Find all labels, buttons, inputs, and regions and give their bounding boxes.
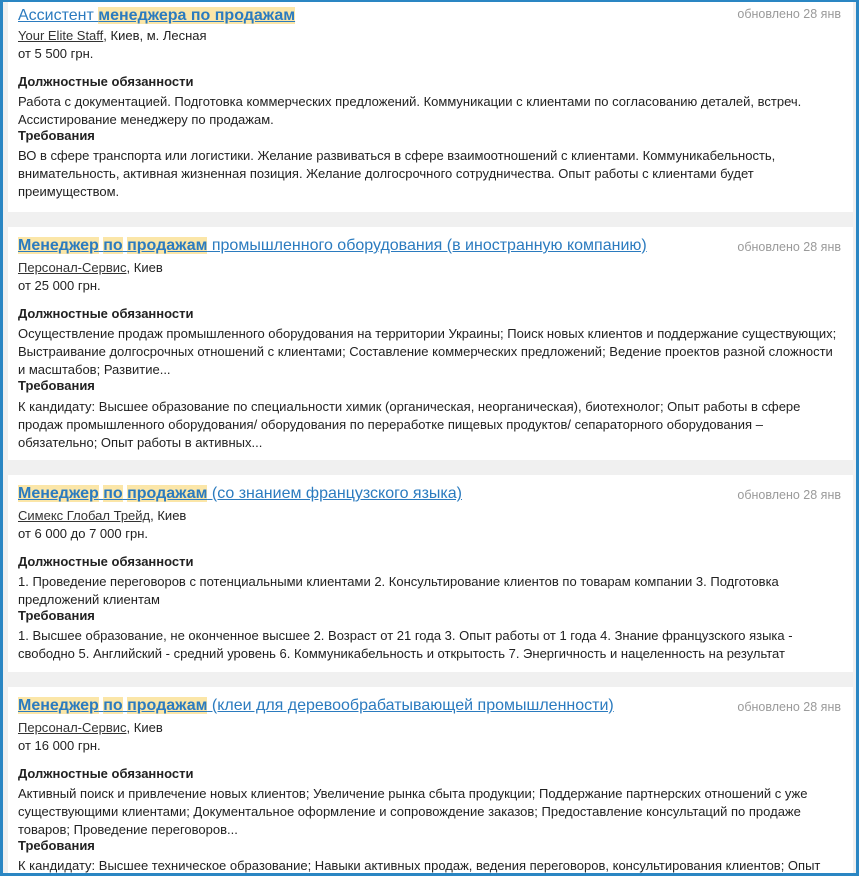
title-part-highlight: по xyxy=(103,485,123,502)
vacancy-title-link[interactable] xyxy=(18,7,295,24)
duties-text: Работа с документацией. Подготовка коммерческих предложений. Коммуникации с клиентами по согласованию деталей, встреч. Ассистирование менеджеру по продажам. xyxy=(18,94,802,127)
vacancy-title[interactable] xyxy=(18,695,614,717)
title-part-highlight: продажам xyxy=(127,485,208,502)
requirements-heading: Требования xyxy=(18,608,95,623)
title-part: (со знанием французского языка) xyxy=(207,485,463,502)
vacancy-card xyxy=(8,475,853,672)
duties-text: Осуществление продаж промышленного оборудования на территории Украины; Поиск новых клиентов и поддержание существующих; Выстраивание долгосрочных отношений с клиентами; Составление коммерческих предложений; Ведение проектов разной сложности и масштабов; Развитие... xyxy=(18,326,837,377)
vacancy-card xyxy=(8,687,853,876)
title-part-highlight: продажам xyxy=(127,697,208,714)
requirements-text: К кандидату: Высшее техническое образование; Навыки активных продаж, ведения переговоров, консультирования клиентов; Опыт xyxy=(18,858,821,873)
company-link[interactable]: Симекс Глобал Трейд xyxy=(18,508,151,523)
duties-heading: Должностные обязанности xyxy=(18,766,194,781)
updated-date: обновлено 28 янв xyxy=(737,240,841,254)
company-link[interactable]: Персонал-Сервис xyxy=(18,720,127,735)
location: , Киев xyxy=(150,508,187,523)
salary: от 5 500 грн. xyxy=(18,46,94,61)
salary: от 6 000 до 7 000 грн. xyxy=(18,526,148,541)
company-link[interactable]: Your Elite Staff xyxy=(18,28,104,43)
title-part-highlight: Менеджер xyxy=(18,697,99,714)
title-part-highlight: продажам xyxy=(127,237,208,254)
vacancy-title-link[interactable] xyxy=(18,237,647,254)
updated-date: обновлено 28 янв xyxy=(737,488,841,502)
location: , Киев, м. Лесная xyxy=(103,28,207,43)
updated-date: обновлено 28 янв xyxy=(737,7,841,21)
company-row xyxy=(18,27,207,45)
vacancy-title-link[interactable] xyxy=(18,697,614,714)
title-part-highlight: по xyxy=(103,237,123,254)
duties-text: Активный поиск и привлечение новых клиентов; Увеличение рынка сбыта продукции; Поддержание партнерских отношений с уже существующими клиентами; Документальное оформление и сопровождение заказов; Предоставление консультаций по продаже товаров; Проведение переговоров... xyxy=(18,786,808,837)
requirements-heading: Требования xyxy=(18,838,95,853)
updated-date: обновлено 28 янв xyxy=(737,700,841,714)
title-part-highlight: Менеджер xyxy=(18,237,99,254)
vacancy-title[interactable] xyxy=(18,235,647,257)
location: , Киев xyxy=(126,260,163,275)
requirements-heading: Требования xyxy=(18,378,95,393)
vacancy-card xyxy=(8,227,853,460)
title-part-highlight: Менеджер xyxy=(18,485,99,502)
company-link[interactable]: Персонал-Сервис xyxy=(18,260,127,275)
salary: от 25 000 грн. xyxy=(18,278,101,293)
duties-heading: Должностные обязанности xyxy=(18,74,194,89)
title-part: Ассистент xyxy=(18,7,99,24)
requirements-text: ВО в сфере транспорта или логистики. Желание развиваться в сфере взаимоотношений с клиентами. Коммуникабельность, внимательность, активная жизненная позиция. Желание долгосрочного сотрудничества. Опыт работы с клиентами будет преимуществом. xyxy=(18,148,776,199)
vacancy-title-link[interactable] xyxy=(18,485,462,502)
location: , Киев xyxy=(126,720,163,735)
title-part-highlight: по xyxy=(103,697,123,714)
title-part: промышленного оборудования (в иностранную компанию) xyxy=(207,237,647,254)
title-part-highlight: менеджера по продажам xyxy=(98,7,296,24)
company-row xyxy=(18,507,186,525)
requirements-text: 1. Высшее образование, не оконченное высшее 2. Возраст от 21 года 3. Опыт работы от 1 года 4. Знание французского языка - свободно 5. Английский - средний уровень 6. Коммуникабельность и открытость 7. Энергичность и нацеленность на результат xyxy=(18,628,793,661)
duties-text: 1. Проведение переговоров с потенциальными клиентами 2. Консультирование клиентов по товарам компании 3. Подготовка предложений клиентам xyxy=(18,574,779,607)
duties-heading: Должностные обязанности xyxy=(18,306,194,321)
requirements-heading: Требования xyxy=(18,128,95,143)
vacancy-title[interactable] xyxy=(18,5,295,27)
vacancy-title[interactable] xyxy=(18,483,462,505)
salary: от 16 000 грн. xyxy=(18,738,101,753)
vacancy-card xyxy=(8,2,853,212)
title-part: (клеи для деревообрабатывающей промышленности) xyxy=(207,697,614,714)
duties-heading: Должностные обязанности xyxy=(18,554,194,569)
requirements-text: К кандидату: Высшее образование по специальности химик (органическая, неорганическая), биотехнолог; Опыт работы в сфере продаж промышленного оборудования/ оборудования по переработке пищевых продуктов/ сепараторного оборудования – обязательно; Опыт работы в активных... xyxy=(18,399,801,450)
company-row xyxy=(18,259,163,277)
company-row xyxy=(18,719,163,737)
